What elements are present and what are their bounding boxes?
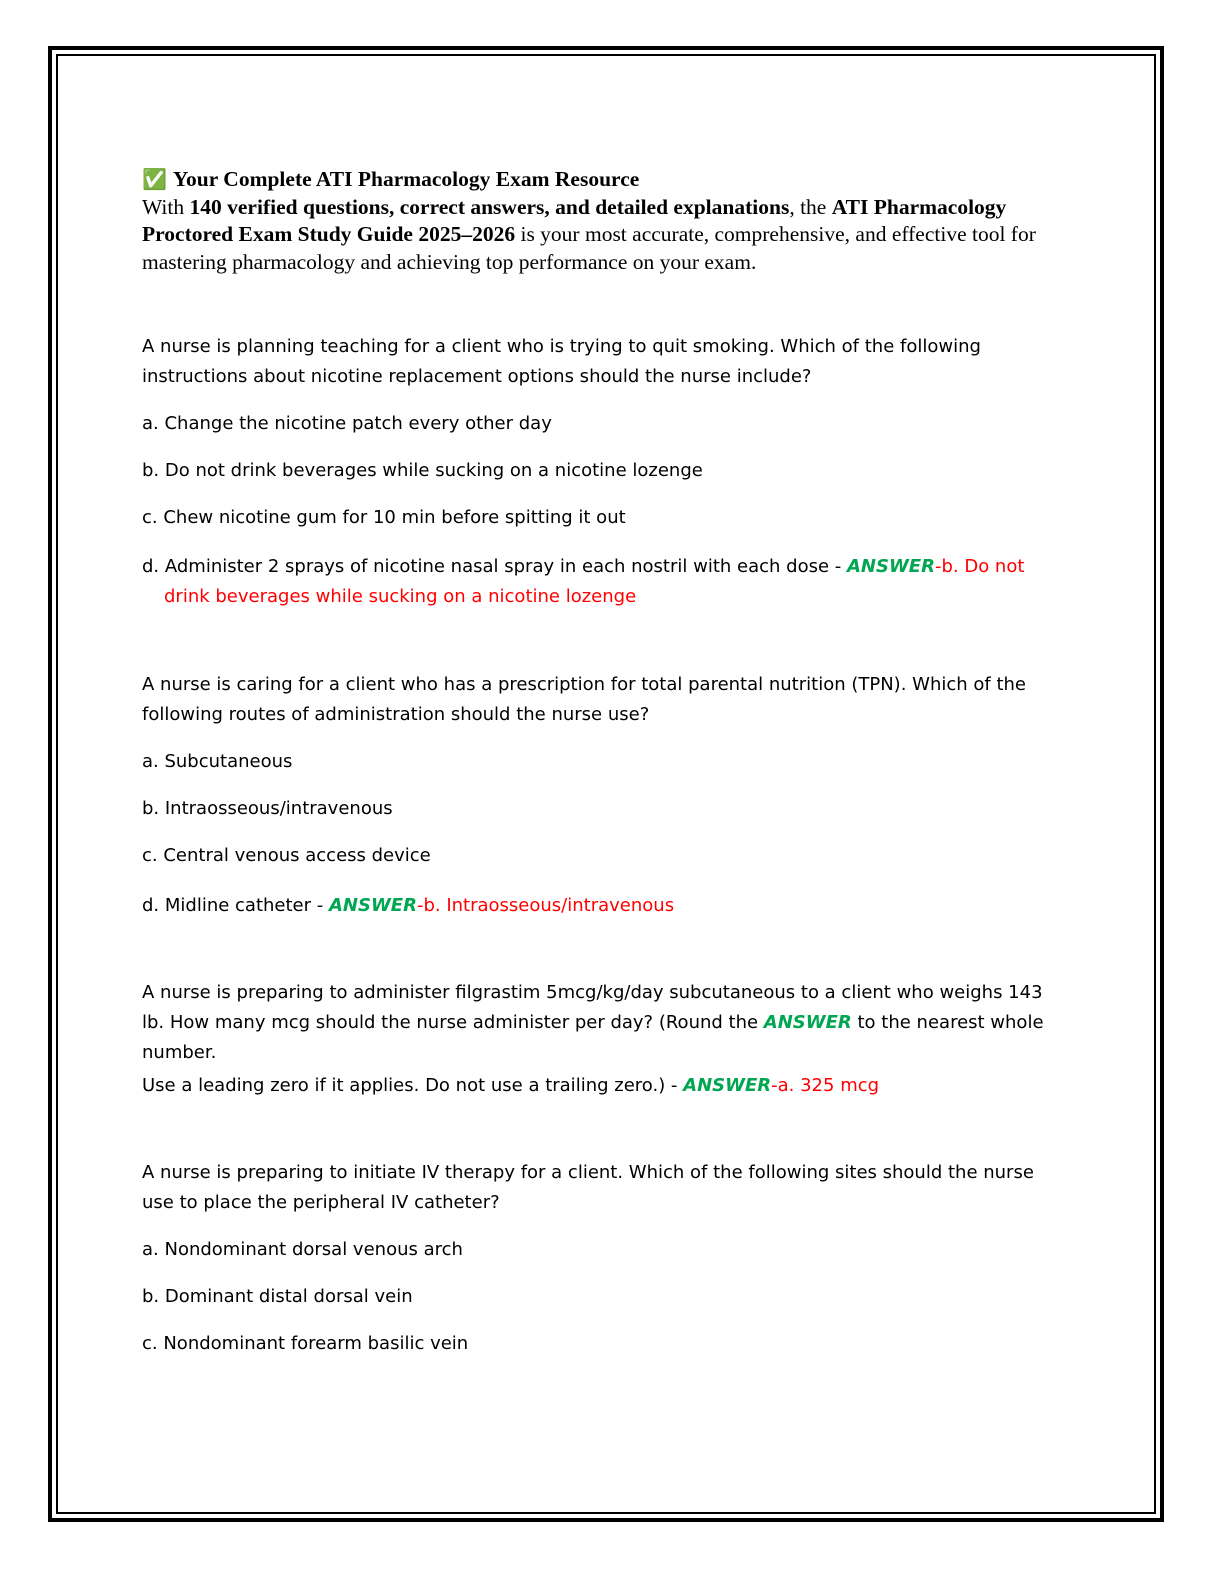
question-4-stem: A nurse is preparing to initiate IV therapy for a client. Which of the following sites should the nurse use to place the peripheral IV catheter? — [142, 1162, 1034, 1213]
question-2-answer-text: -b. Intraosseous/intravenous — [416, 895, 675, 916]
intro-title-line — [142, 166, 1062, 194]
intro-block — [142, 166, 1062, 276]
question-2-answer-label: ANSWER — [328, 895, 417, 916]
question-3-stem-part2: to the nearest whole number. — [142, 1012, 1044, 1063]
question-1-option-d-text: d. Administer 2 sprays of nicotine nasal spray in each nostril with each dose - — [142, 556, 847, 577]
question-1-option-b: b. Do not drink beverages while sucking on a nicotine lozenge — [142, 460, 703, 481]
question-2-option-c: c. Central venous access device — [142, 845, 431, 866]
intro-rest: is your most accurate, comprehensive, and effective tool for mastering pharmacology and achieving top performance on your exam. — [142, 222, 1036, 274]
check-icon: ✅ — [142, 167, 167, 191]
question-4-option-b: b. Dominant distal dorsal vein — [142, 1286, 413, 1307]
intro-title: Your Complete ATI Pharmacology Exam Resource — [172, 167, 640, 191]
question-3-stem-part1: A nurse is preparing to administer filgrastim 5mcg/kg/day subcutaneous to a client who weighs 143 lb. How many mcg should the nurse administer per day? (Round the — [142, 982, 1043, 1033]
question-1 — [142, 332, 1062, 612]
intro-the: , the — [789, 194, 832, 219]
question-3 — [142, 978, 1062, 1101]
question-2-option-a: a. Subcutaneous — [142, 751, 293, 772]
page-content — [142, 166, 1062, 1359]
question-1-stem: A nurse is planning teaching for a client who is trying to quit smoking. Which of the following instructions about nicotine replacement options should the nurse include? — [142, 336, 981, 387]
question-2-option-d — [142, 891, 1062, 921]
question-2-option-d-text: d. Midline catheter - — [142, 895, 329, 916]
question-2-stem: A nurse is caring for a client who has a prescription for total parental nutrition (TPN). Which of the following routes of administration should the nurse use? — [142, 674, 1026, 725]
question-2 — [142, 670, 1062, 921]
question-3-stem — [142, 978, 1062, 1068]
question-4 — [142, 1158, 1062, 1359]
question-3-inline-answer-label: ANSWER — [763, 1012, 852, 1033]
question-4-option-c: c. Nondominant forearm basilic vein — [142, 1333, 469, 1354]
question-2-option-b: b. Intraosseous/intravenous — [142, 798, 393, 819]
intro-bold-guide: ATI Pharmacology Proctored Exam Study Guide 2025–2026 — [142, 194, 1007, 246]
question-3-instruction — [142, 1071, 1062, 1101]
question-3-answer-label: ANSWER — [683, 1075, 772, 1096]
question-1-option-a: a. Change the nicotine patch every other day — [142, 413, 552, 434]
question-3-answer-text: -a. 325 mcg — [771, 1075, 880, 1096]
question-1-answer-label: ANSWER — [846, 556, 935, 577]
question-1-option-c: c. Chew nicotine gum for 10 min before spitting it out — [142, 507, 626, 528]
question-1-option-d — [142, 552, 1062, 612]
question-3-instruction-text: Use a leading zero if it applies. Do not use a trailing zero.) - — [142, 1075, 684, 1096]
question-4-option-a: a. Nondominant dorsal venous arch — [142, 1239, 463, 1260]
question-1-answer-text: -b. Do not drink beverages while sucking on a nicotine lozenge — [164, 556, 1025, 607]
intro-paragraph — [142, 194, 1062, 277]
intro-bold-questions: 140 verified questions, correct answers, and detailed explanations — [189, 194, 790, 219]
intro-with: With — [142, 194, 190, 219]
